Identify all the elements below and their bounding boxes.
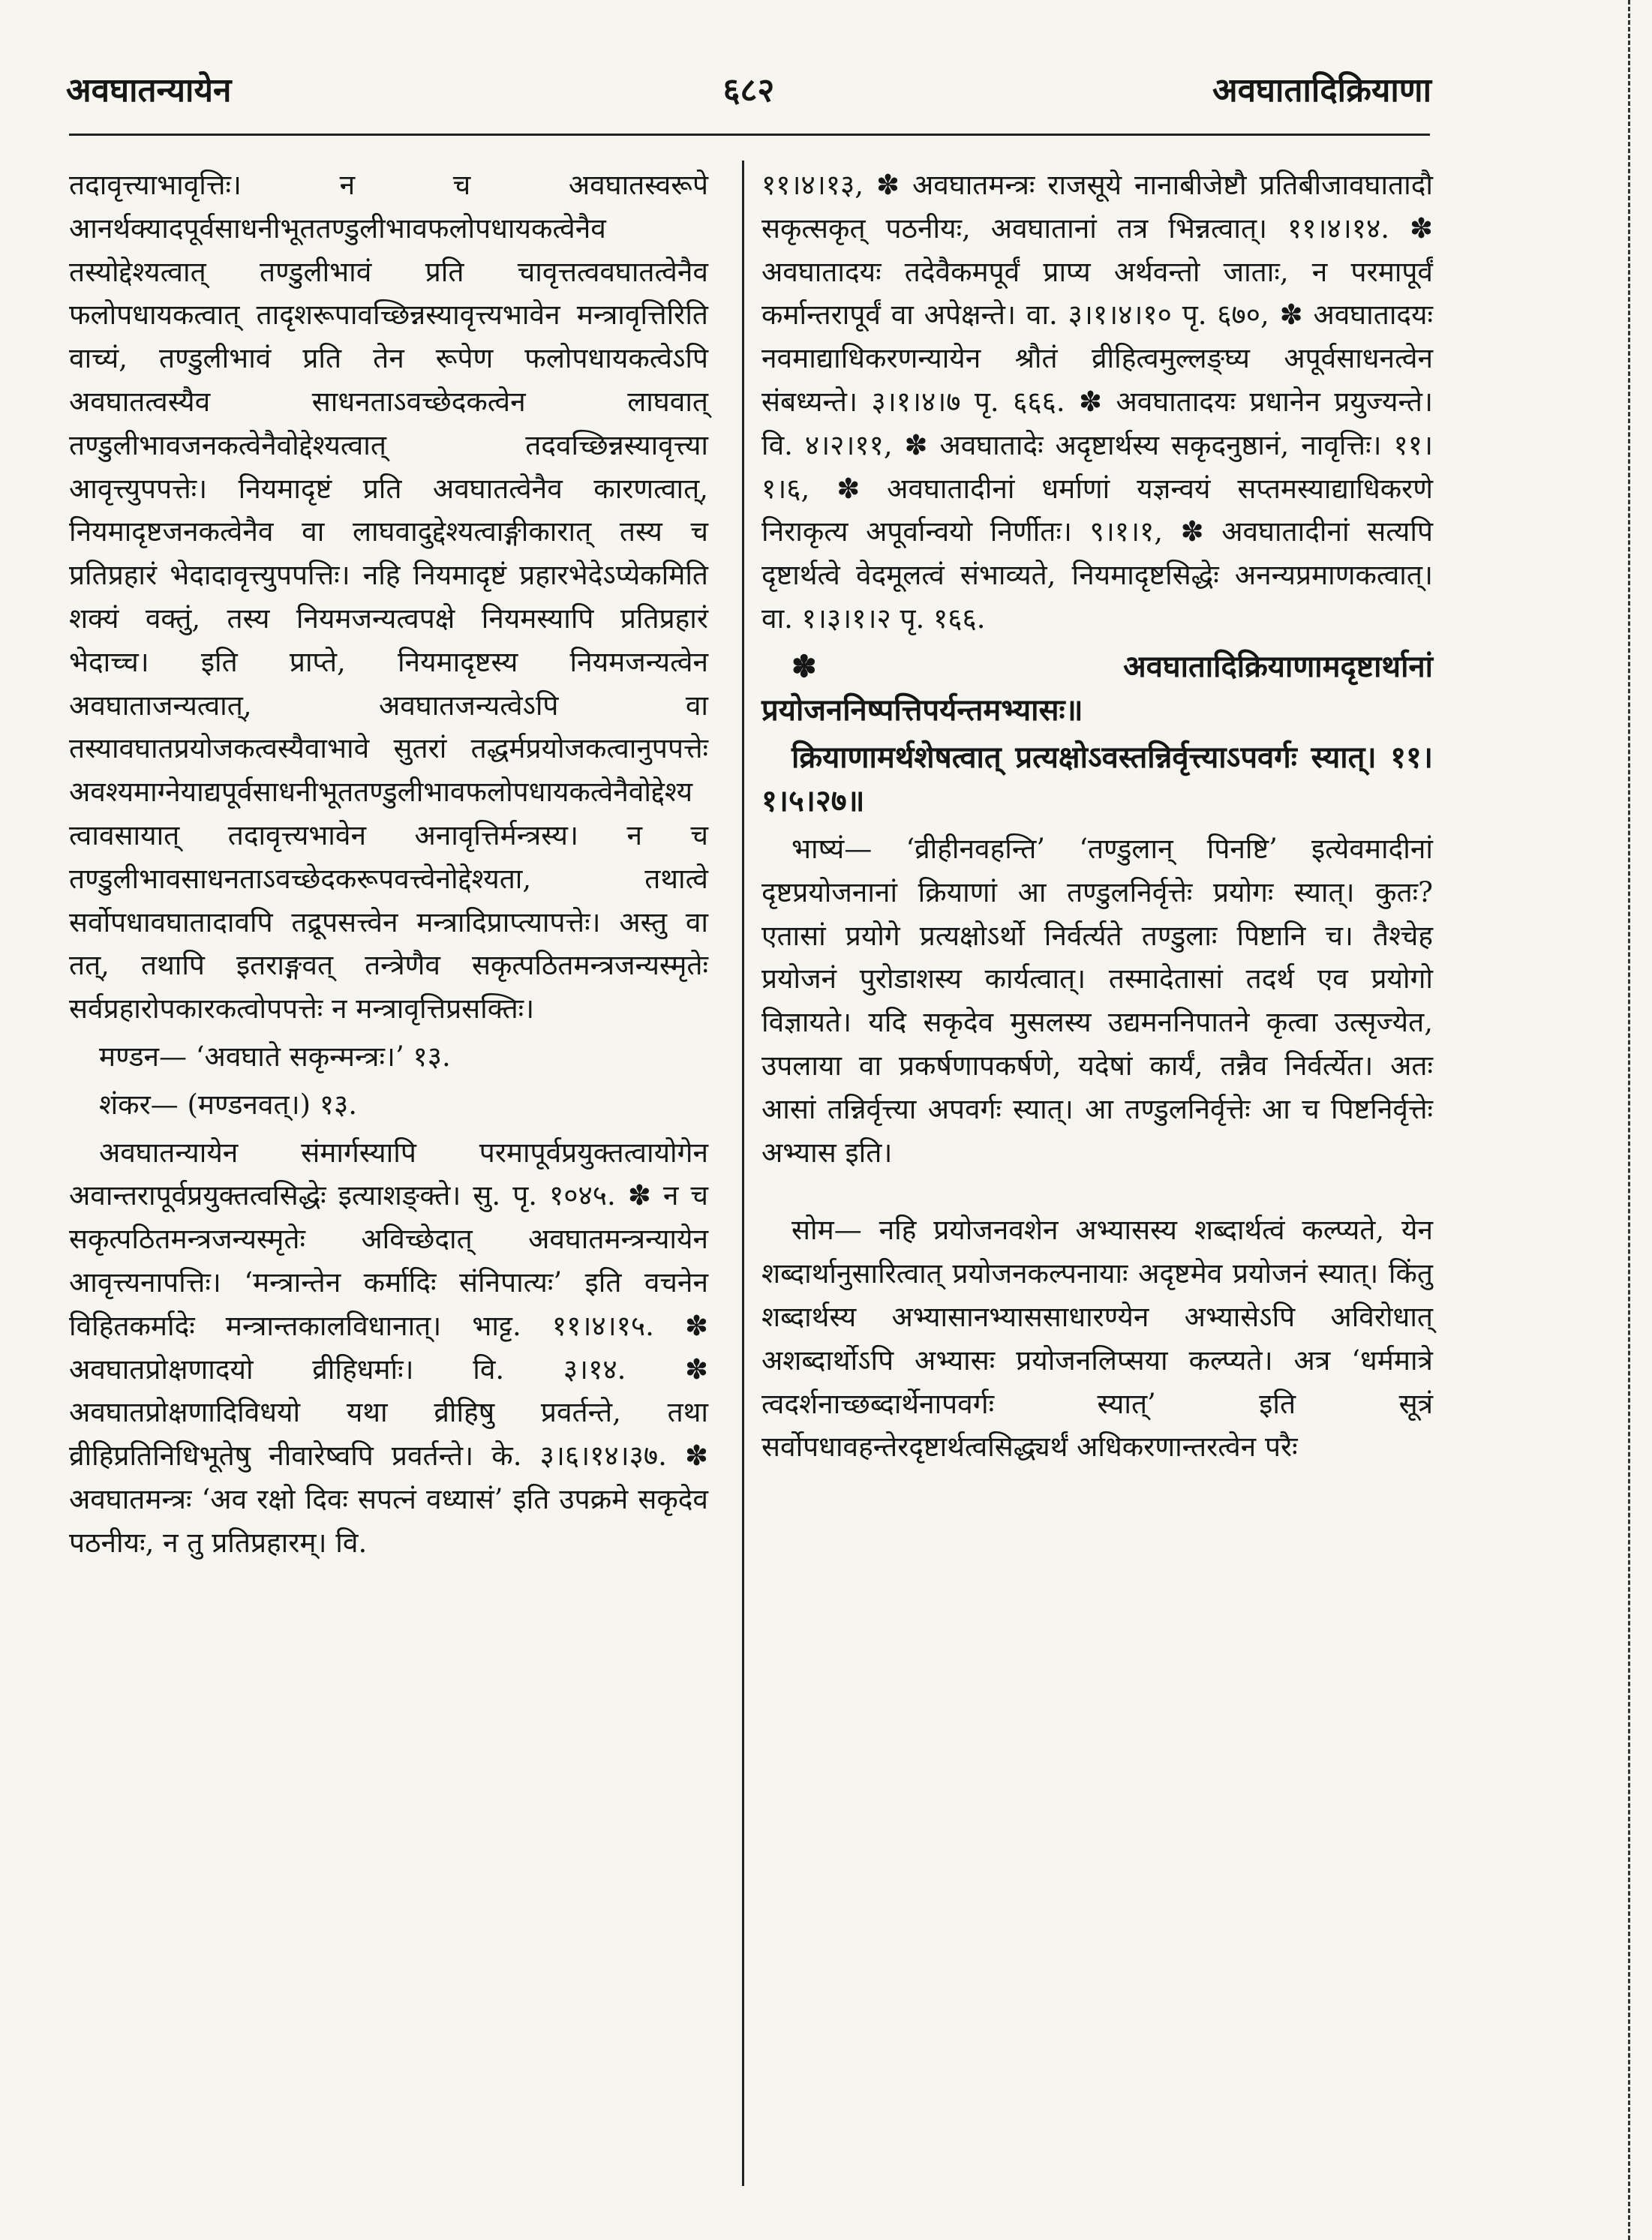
left-column [69, 164, 708, 1569]
column-divider [742, 161, 744, 2186]
som-text: सोम— नहि प्रयोजनवशेन अभ्यासस्य शब्दार्थत्वं कल्प्यते, येन शब्दार्थानुसारित्वात् प्रयोजनकल्पनायाः अदृष्टमेव प्रयोजनं स्यात्। किंतु शब्दार्थस्य अभ्यासानभ्याससाधारण्येन अभ्यासेऽपि अविरोधात् अशब्दार्थोऽपि अभ्यासः प्रयोजनलिप्सया कल्प्यते। अत्र ‘धर्ममात्रे त्वदर्शनाच्छब्दार्थेनापवर्गः स्यात्’ इति सूत्रं सर्वोपधावहन्तेरदृष्टार्थत्वसिद्ध्यर्थं अधिकरणान्तरत्वेन परैः [761, 1214, 1433, 1464]
left-paragraph-1: तदावृत्त्याभावृत्तिः। न च अवघातस्वरूपे आनर्थक्यादपूर्वसाधनीभूततण्डुलीभावफलोपधायकत्वेनैव तस्योद्देश्यत्वात् तण्डुलीभावं प्रति चावृत्तत्ववघातत्वेनैव फलोपधायकत्वात् तादृशरूपावच्छिन्नस्यावृत्त्यभावेन मन्त्रावृत्तिरिति वाच्यं, तण्डुलीभावं प्रति तेन रूपेण फलोपधायकत्वेऽपि अवघातत्वस्यैव साधनताऽवच्छेदकत्वेन लाघवात् तण्डुलीभावजनकत्वेनैवोद्देश्यत्वात् तदवच्छिन्नस्यावृत्त्या आवृत्त्युपपत्तेः। नियमादृष्टं प्रति अवघातत्वेनैव कारणत्वात्, नियमादृष्टजनकत्वेनैव वा लाघवादुद्देश्यत्वाङ्गीकारात् तस्य च प्रतिप्रहारं भेदादावृत्त्युपपत्तिः। नहि नियमादृष्टं प्रहारभेदेऽप्येकमिति शक्यं वक्तुं, तस्य नियमजन्यत्वपक्षे नियमस्यापि प्रतिप्रहारं भेदाच्च। इति प्राप्ते, नियमादृष्टस्य नियमजन्यत्वेन अवघाताजन्यत्वात्, अवघातजन्यत्वेऽपि वा तस्यावघातप्रयोजकत्वस्यैवाभावे सुतरां तद्धर्मप्रयोजकत्वानुपपत्तेः अवश्यमाग्नेयाद्यपूर्वसाधनीभूततण्डुलीभावफलोपधायकत्वेनैवोद्देश्यत्वावसायात् तदावृत्त्यभावेन अनावृत्तिर्मन्त्रस्य। न च तण्डुलीभावसाधनताऽवच्छेदकरूपवत्त्वेनोद्देश्यता, तथात्वे सर्वोपधावघातादावपि तद्रूपसत्त्वेन मन्त्रादिप्राप्त्यापत्तेः। अस्तु वा तत्, तथापि इतराङ्गवत् तन्त्रेणैव सकृत्पठितमन्त्रजन्यस्मृतेः सर्वप्रहारोपकारकत्वोपपत्तेः न मन्त्रावृत्तिप्रसक्तिः। [69, 169, 708, 1025]
right-column [761, 164, 1433, 1473]
running-head-right: अवघातादिक्रियाणा [1212, 71, 1431, 110]
shankar-citation: शंकर— (मण्डनवत्।) १३. [99, 1088, 358, 1121]
section-heading: ✽ अवघातादिक्रियाणामदृष्टार्थानां प्रयोजननिष्पत्तिपर्यन्तमभ्यासः॥ [761, 648, 1433, 728]
page-edge [1628, 0, 1639, 2240]
header-rule [69, 134, 1430, 136]
mandan-citation: मण्डन— ‘अवघाते सकृन्मन्त्रः।’ १३. [99, 1040, 451, 1073]
left-paragraph-2: अवघातन्यायेन संमार्गस्यापि परमापूर्वप्रयुक्तत्वायोगेन अवान्तरापूर्वप्रयुक्तत्वसिद्धेः इत्याशङ्क्ते। सु. पृ. १०४५. ✽ न च सकृत्पठितमन्त्रजन्यस्मृतेः अविच्छेदात् अवघातमन्त्रन्यायेन आवृत्त्यनापत्तिः। ‘मन्त्रान्तेन कर्मादिः संनिपात्यः’ इति वचनेन विहितकर्मादेः मन्त्रान्तकालविधानात्। भाट्ट. ११।४।१५. ✽ अवघातप्रोक्षणादयो व्रीहिधर्माः। वि. ३।१४. ✽ अवघातप्रोक्षणादिविधयो यथा व्रीहिषु प्रवर्तन्ते, तथा व्रीहिप्रतिनिधिभूतेषु नीवारेष्वपि प्रवर्तन्ते। के. ३।६।१४।३७. ✽ अवघातमन्त्रः ‘अव रक्षो दिवः सपत्नं वध्यासं’ इति उपक्रमे सकृदेव पठनीयः, न तु प्रतिप्रहारम्। वि. [69, 1136, 708, 1559]
bhashya-text: भाष्यं— ‘व्रीहीनवहन्ति’ ‘तण्डुलान् पिनष्टि’ इत्येवमादीनां दृष्टप्रयोजनानां क्रियाणां आ तण्डुलनिर्वृत्तेः प्रयोगः स्यात्। कुतः? एतासां प्रयोगे प्रत्यक्षोऽर्थो निर्वर्त्यते तण्डुलाः पिष्टानि च। तैश्चेह प्रयोजनं पुरोडाशस्य कार्यत्वात्। तस्मादेतासां तदर्थ एव प्रयोगो विज्ञायते। यदि सकृदेव मुसलस्य उद्यमननिपातने कृत्वा उत्सृज्येत, उपलाया वा प्रकर्षणापकर्षणे, यदेषां कार्यं, तन्नैव निर्वर्त्येत। अतः आसां तन्निर्वृत्त्या अपवर्गः स्यात्। आ तण्डुलनिर्वृत्तेः आ च पिष्टनिर्वृत्तेः अभ्यास इति। [761, 832, 1433, 1169]
paragraph-spacer [761, 1179, 1433, 1209]
right-paragraph-1: ११।४।१३, ✽ अवघातमन्त्रः राजसूये नानाबीजेष्टौ प्रतिबीजावघातादौ सकृत्सकृत् पठनीयः, अवघातानां तत्र भिन्नत्वात्। ११।४।१४. ✽ अवघातादयः तदेवैकमपूर्वं प्राप्य अर्थवन्तो जाताः, न परमापूर्वं कर्मान्तरापूर्वं वा अपेक्षन्ते। वा. ३।१।४।१० पृ. ६७०, ✽ अवघातादयः नवमाद्याधिकरणन्यायेन श्रौतं व्रीहित्वमुल्लङ्घ्य अपूर्वसाधनत्वेन संबध्यन्ते। ३।१।४।७ पृ. ६६६. ✽ अवघातादयः प्रधानेन प्रयुज्यन्ते। वि. ४।२।११, ✽ अवघातादेः अदृष्टार्थस्य सकृदनुष्ठानं, नावृत्तिः। ११।१।६, ✽ अवघातादीनां धर्माणां यज्ञन्वयं सप्तमस्याद्याधिकरणे निराकृत्य अपूर्वान्वयो निर्णीतः। ९।१।१, ✽ अवघातादीनां सत्यपि दृष्टार्थत्वे वेदमूलत्वं संभाव्यते, नियमादृष्टसिद्धेः अनन्यप्रमाणकत्वात्। वा. १।३।१।२ पृ. १६६. [761, 169, 1433, 635]
page-number: ६८२ [722, 71, 775, 110]
sutra-text: क्रियाणामर्थशेषत्वात् प्रत्यक्षोऽवस्तन्निर्वृत्त्याऽपवर्गः स्यात्। ११।१।५।२७॥ [761, 740, 1433, 819]
running-head-left: अवघातन्यायेन [66, 71, 232, 110]
page-header [66, 66, 1431, 134]
